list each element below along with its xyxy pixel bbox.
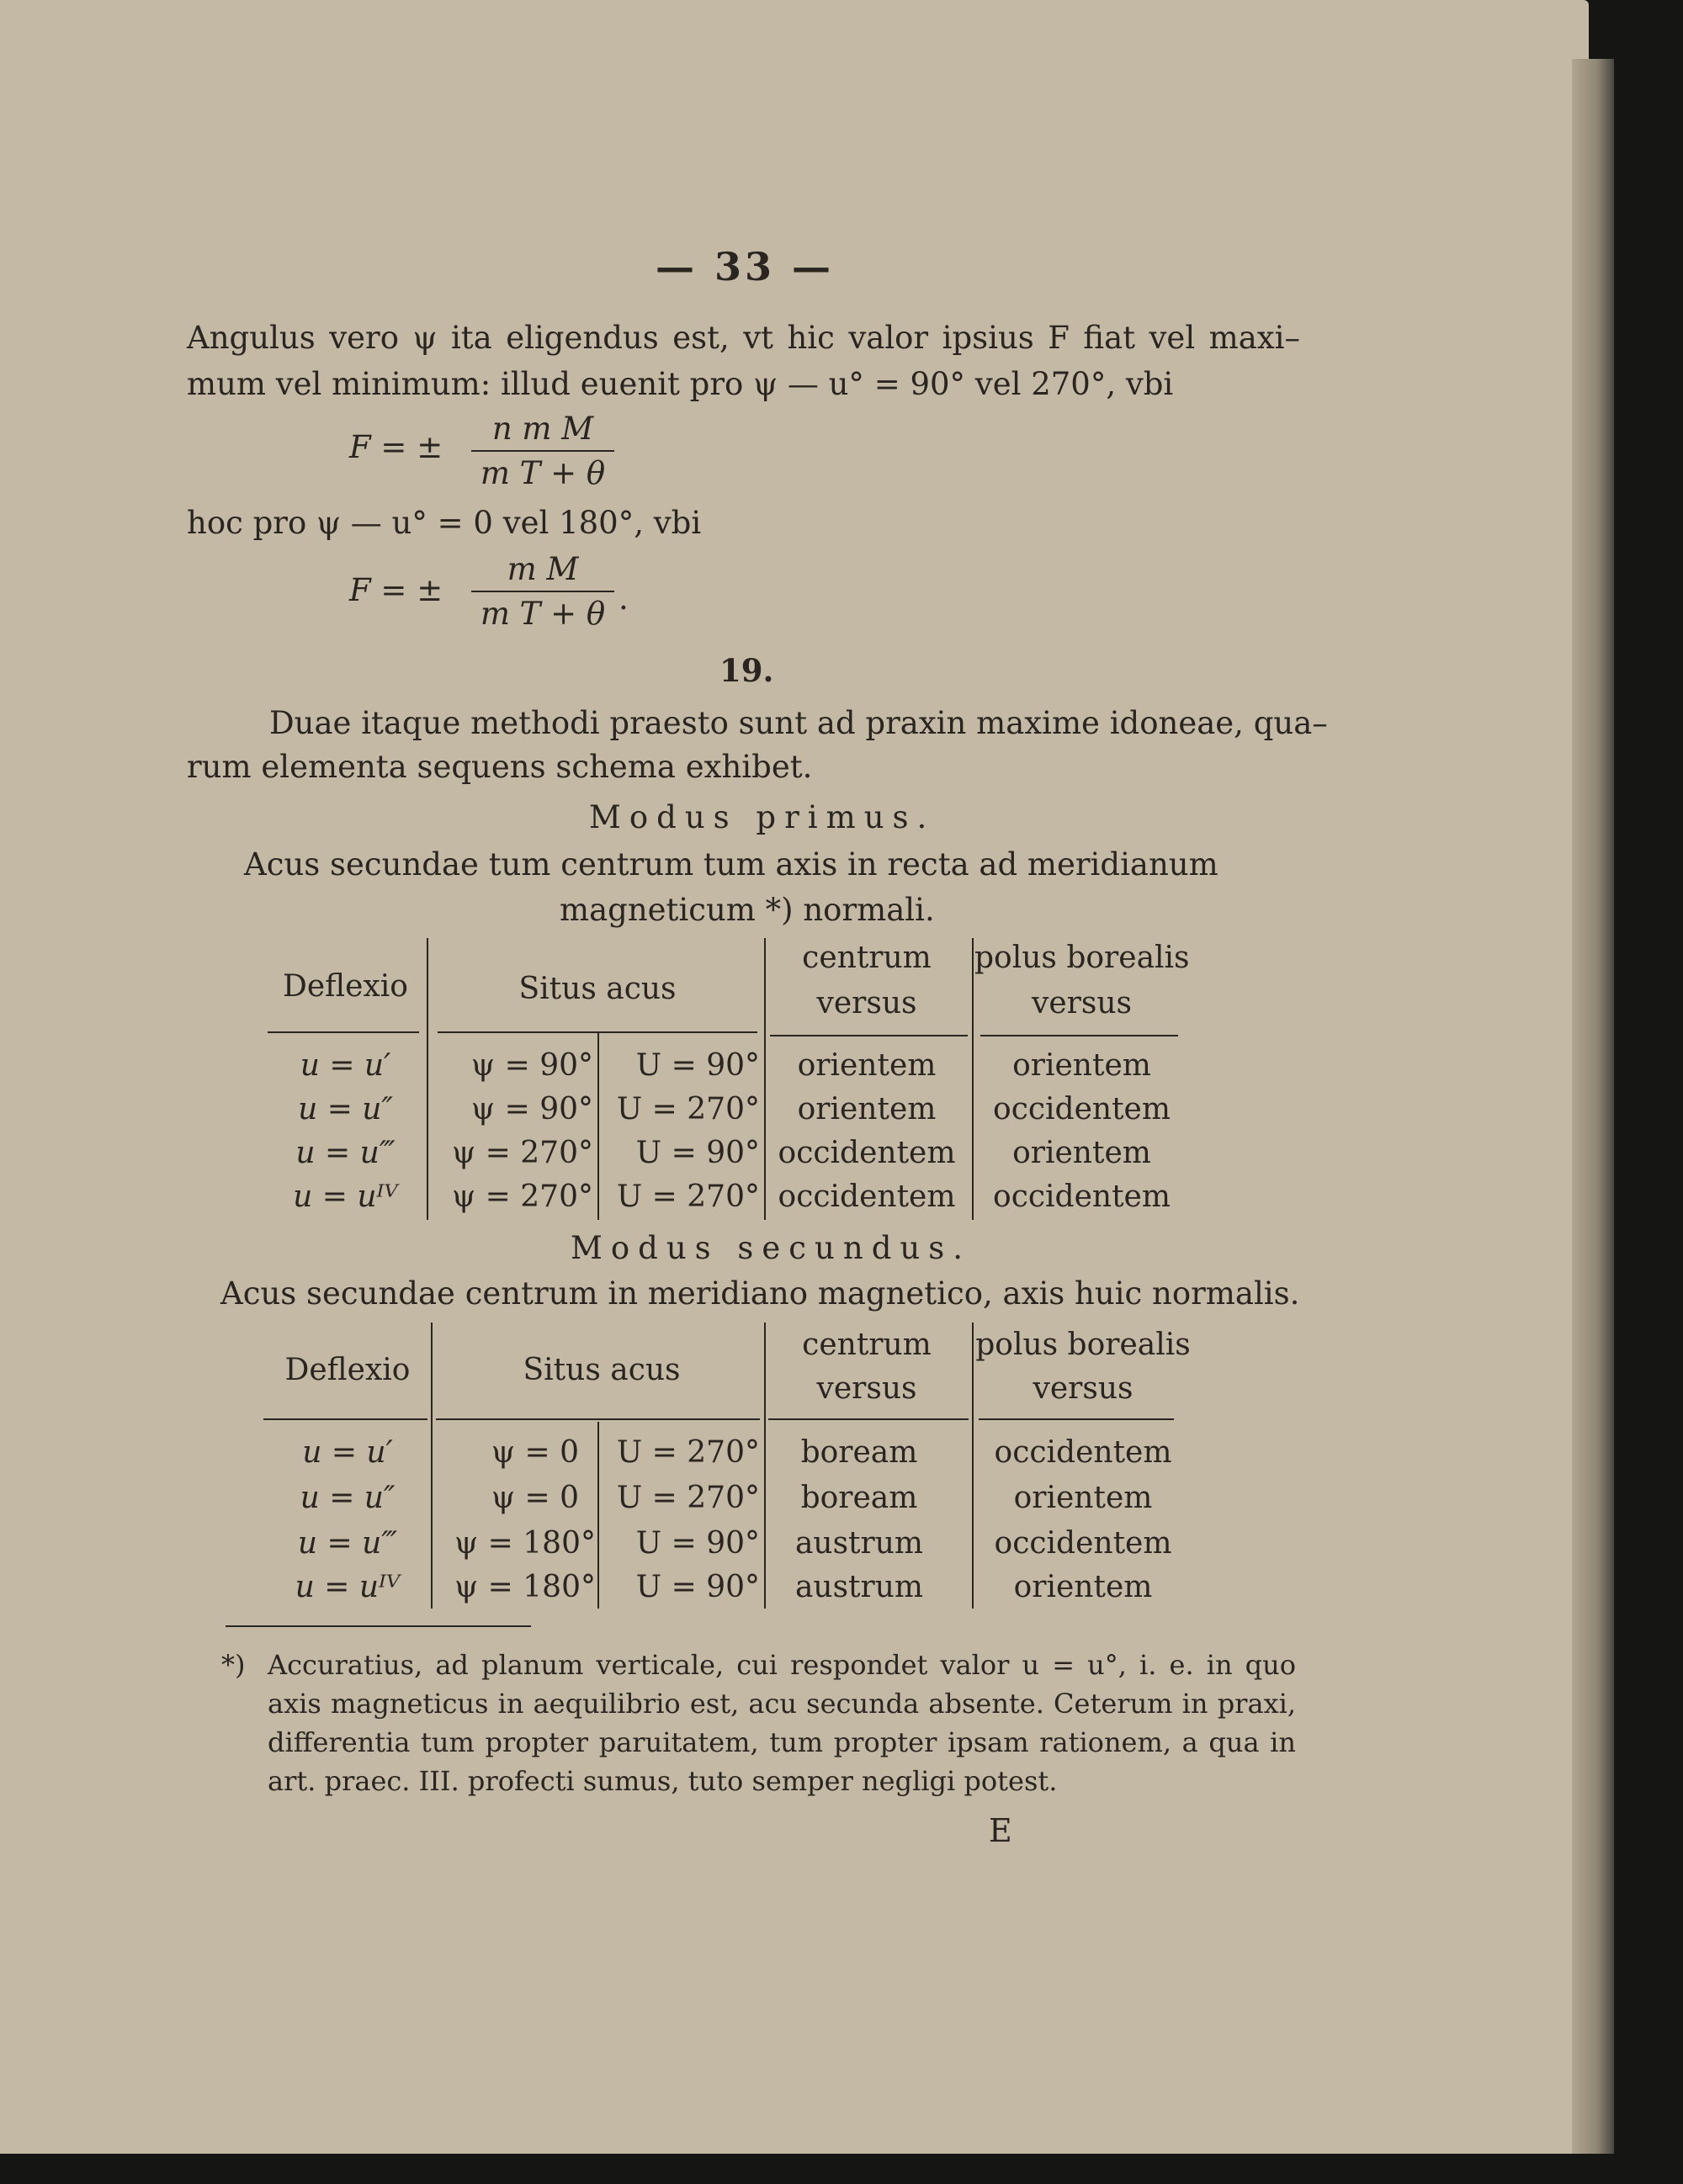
table-cell: occidentem [778, 1179, 956, 1214]
table-cell: u = u‴ [297, 1526, 398, 1561]
table-cell: occidentem [994, 1526, 1172, 1561]
formula2-fraction [471, 551, 614, 632]
table-cell: u = u′ [302, 1435, 393, 1470]
table-hline [436, 1418, 760, 1420]
table-cell: orientem [1013, 1570, 1153, 1604]
table-cell: u = uᴵⱽ [295, 1570, 401, 1604]
section-number: 19. [719, 652, 774, 689]
table-cell: ψ = 0 [491, 1481, 579, 1515]
table-hline [268, 1031, 419, 1033]
table-cell: ψ = 0 [491, 1435, 579, 1470]
header-centrum: centrum [802, 1328, 932, 1362]
header-centrum: centrum [802, 941, 932, 975]
header-situs-acus: Situs acus [523, 1353, 681, 1387]
footnote-marker: *) [221, 1649, 246, 1681]
para2-line2: rum elementa sequens schema exhibet. [187, 749, 813, 785]
table-cell: U = 270° [616, 1435, 760, 1470]
table-hline [263, 1418, 427, 1420]
table-cell: occidentem [993, 1179, 1171, 1214]
table-cell: ψ = 270° [452, 1179, 593, 1214]
modus1-desc-line2: magneticum *) normali. [560, 892, 935, 928]
table-vline [597, 1033, 599, 1220]
header-polus: polus borealis [974, 941, 1190, 975]
table-vline [431, 1323, 433, 1609]
table-hline [979, 1418, 1174, 1420]
para2-line1: Duae itaque methodi praesto sunt ad praxin maxime idoneae, qua– [269, 705, 1328, 741]
table-cell: orientem [1013, 1481, 1153, 1515]
para1-line2: mum vel minimum: illud euenit pro ψ — u° = 90° vel 270°, vbi [187, 366, 1174, 402]
formula1-lhs: F = ± [349, 429, 443, 465]
page-edge [1572, 59, 1614, 2154]
footnote-line2: axis magneticus in aequilibrio est, acu secunda absente. Ceterum in praxi, [268, 1688, 1296, 1720]
table-cell: u = u′ [300, 1048, 391, 1083]
table-cell: occidentem [993, 1092, 1171, 1126]
signature-mark: E [989, 1812, 1012, 1849]
header-situs-acus: Situs acus [518, 972, 677, 1006]
hoc-line: hoc pro ψ — u° = 0 vel 180°, vbi [187, 505, 702, 541]
header-centrum-versus: versus [816, 1371, 917, 1406]
modus1-desc-line1: Acus secundae tum centrum tum axis in recta ad meridianum [244, 846, 1218, 883]
table-cell: orientem [797, 1048, 937, 1083]
table-cell: u = u″ [300, 1481, 396, 1515]
footnote-line1: Accuratius, ad planum verticale, cui respondet valor u = u°, i. e. in quo [268, 1649, 1296, 1681]
fraction-bar [471, 450, 614, 452]
table-cell: u = u″ [298, 1092, 393, 1126]
header-polus-versus: versus [1032, 986, 1132, 1020]
table-hline [770, 1035, 968, 1036]
table-cell: u = u‴ [295, 1136, 396, 1170]
table-cell: boream [800, 1481, 918, 1515]
table-hline [768, 1418, 969, 1420]
formula2-numerator: m M [507, 551, 579, 587]
table-cell: boream [800, 1435, 918, 1470]
table-cell: ψ = 180° [454, 1526, 596, 1561]
table-cell: austrum [794, 1570, 924, 1604]
table-cell: U = 90° [635, 1048, 760, 1083]
table-cell: orientem [797, 1092, 937, 1126]
table-cell: ψ = 90° [470, 1048, 593, 1083]
table-cell: ψ = 90° [470, 1092, 593, 1126]
para1-line1: Angulus vero ψ ita eligendus est, vt hic valor ipsius F fiat vel maxi– [187, 320, 1300, 356]
table-hline [980, 1035, 1178, 1036]
table-vline [597, 1422, 599, 1609]
table-cell: austrum [794, 1526, 924, 1561]
formula1-fraction [471, 411, 614, 491]
table-cell: orientem [1012, 1048, 1151, 1083]
table-cell: U = 90° [635, 1136, 760, 1170]
footnote-rule [226, 1625, 531, 1627]
header-deflexio: Deflexio [283, 969, 408, 1004]
formula2-denominator: m T + θ [480, 596, 606, 632]
formula2-lhs: F = ± [349, 572, 443, 608]
footnote-line4: art. praec. III. profecti sumus, tuto semper negligi potest. [268, 1765, 1058, 1797]
table-hline [438, 1031, 757, 1033]
table-cell: U = 90° [635, 1526, 760, 1561]
formula2-period: . [619, 580, 629, 617]
modus1-title: Modus primus. [589, 799, 936, 835]
table-vline [972, 938, 974, 1220]
table-cell: U = 270° [616, 1481, 760, 1515]
footnote-line3: differentia tum propter paruitatem, tum propter ipsam rationem, a qua in [268, 1726, 1296, 1758]
modus2-title: Modus secundus. [571, 1230, 971, 1266]
table-cell: U = 270° [616, 1092, 760, 1126]
modus2-desc-line1: Acus secundae centrum in meridiano magnetico, axis huic normalis. [220, 1275, 1300, 1312]
formula1-numerator: n m M [491, 411, 594, 447]
header-deflexio: Deflexio [284, 1353, 411, 1387]
table-vline [427, 938, 428, 1220]
header-centrum-versus: versus [816, 986, 917, 1020]
table-cell: ψ = 180° [454, 1570, 596, 1604]
table-cell: occidentem [778, 1136, 956, 1170]
header-polus: polus borealis [975, 1328, 1191, 1362]
table-cell: U = 270° [616, 1179, 760, 1214]
table-vline [972, 1323, 974, 1609]
page-number: — 33 — [655, 244, 835, 289]
table-cell: occidentem [994, 1435, 1172, 1470]
formula1-denominator: m T + θ [480, 455, 606, 491]
table-cell: ψ = 270° [452, 1136, 593, 1170]
table-cell: u = uᴵⱽ [293, 1179, 398, 1214]
fraction-bar [471, 591, 614, 592]
table-cell: U = 90° [635, 1570, 760, 1604]
header-polus-versus: versus [1033, 1371, 1134, 1406]
table-cell: orientem [1012, 1136, 1151, 1170]
